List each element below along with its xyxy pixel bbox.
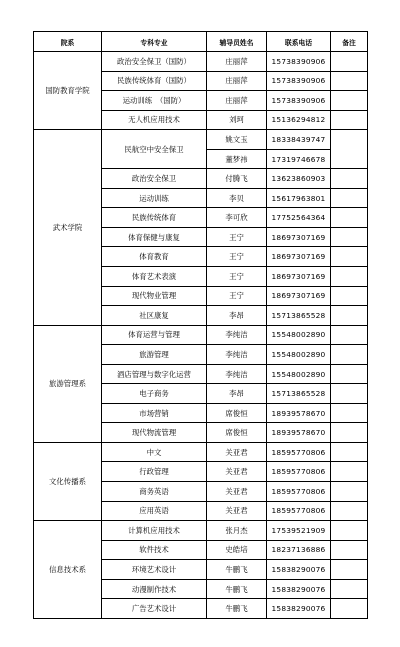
header-row	[34, 32, 368, 52]
major-cell: 行政管理	[102, 462, 207, 482]
phone-cell: 15713865528	[267, 384, 331, 404]
note-cell	[331, 560, 368, 580]
teacher-cell: 董梦祎	[207, 149, 267, 169]
teacher-cell: 关亚君	[207, 442, 267, 462]
major-cell: 政治安全保卫（国防）	[102, 52, 207, 72]
major-cell: 民族传统体育	[102, 208, 207, 228]
phone-cell: 18939578670	[267, 423, 331, 443]
phone-cell: 15838290076	[267, 560, 331, 580]
table-row	[34, 52, 368, 72]
phone-cell: 15548002890	[267, 345, 331, 365]
teacher-cell: 牛鹏飞	[207, 599, 267, 619]
phone-cell: 15738390906	[267, 71, 331, 91]
note-cell	[331, 462, 368, 482]
note-cell	[331, 579, 368, 599]
teacher-cell: 牛鹏飞	[207, 560, 267, 580]
note-cell	[331, 267, 368, 287]
teacher-cell: 刘珂	[207, 110, 267, 130]
phone-cell: 15738390906	[267, 52, 331, 72]
counselor-contact-table	[33, 31, 368, 619]
note-cell	[331, 345, 368, 365]
major-cell: 中文	[102, 442, 207, 462]
phone-cell: 18939578670	[267, 403, 331, 423]
note-cell	[331, 599, 368, 619]
phone-cell: 18237136886	[267, 540, 331, 560]
teacher-cell: 付腾飞	[207, 169, 267, 189]
major-cell: 市场营销	[102, 403, 207, 423]
major-cell: 现代物业管理	[102, 286, 207, 306]
phone-cell: 18595770806	[267, 501, 331, 521]
dept-cell: 武术学院	[34, 130, 102, 325]
teacher-cell: 关亚君	[207, 462, 267, 482]
teacher-cell: 李昂	[207, 306, 267, 326]
teacher-cell: 李昂	[207, 384, 267, 404]
phone-cell: 15738390906	[267, 91, 331, 111]
teacher-cell: 关亚君	[207, 501, 267, 521]
teacher-cell: 庄丽萍	[207, 52, 267, 72]
note-cell	[331, 403, 368, 423]
phone-cell: 17539521909	[267, 521, 331, 541]
note-cell	[331, 130, 368, 169]
teacher-cell: 李可欣	[207, 208, 267, 228]
teacher-cell: 席俊恒	[207, 403, 267, 423]
phone-cell: 18595770806	[267, 442, 331, 462]
dept-cell: 信息技术系	[34, 521, 102, 619]
major-cell: 软件技术	[102, 540, 207, 560]
note-cell	[331, 501, 368, 521]
header-teacher: 辅导员姓名	[207, 32, 267, 52]
major-cell: 商务英语	[102, 482, 207, 502]
teacher-cell: 牛鹏飞	[207, 579, 267, 599]
note-cell	[331, 91, 368, 111]
note-cell	[331, 325, 368, 345]
phone-cell: 15136294812	[267, 110, 331, 130]
header-dept: 院系	[34, 32, 102, 52]
major-cell: 动漫制作技术	[102, 579, 207, 599]
phone-cell: 15548002890	[267, 364, 331, 384]
phone-cell: 18595770806	[267, 482, 331, 502]
note-cell	[331, 442, 368, 462]
table-row	[34, 325, 368, 345]
phone-cell: 18697307169	[267, 227, 331, 247]
table-row	[34, 442, 368, 462]
phone-cell: 15617963801	[267, 188, 331, 208]
table-row	[34, 521, 368, 541]
phone-cell: 13623860903	[267, 169, 331, 189]
major-cell: 体育运营与管理	[102, 325, 207, 345]
major-cell: 运动训练	[102, 188, 207, 208]
major-cell: 体育保健与康复	[102, 227, 207, 247]
note-cell	[331, 423, 368, 443]
teacher-cell: 庄丽萍	[207, 91, 267, 111]
dept-cell: 旅游管理系	[34, 325, 102, 442]
teacher-cell: 庄丽萍	[207, 71, 267, 91]
note-cell	[331, 521, 368, 541]
table-row	[34, 130, 368, 150]
teacher-cell: 关亚君	[207, 482, 267, 502]
major-cell: 旅游管理	[102, 345, 207, 365]
teacher-cell: 姚文玉	[207, 130, 267, 150]
major-cell: 计算机应用技术	[102, 521, 207, 541]
major-cell: 民族传统体育（国防）	[102, 71, 207, 91]
phone-cell: 15548002890	[267, 325, 331, 345]
major-cell: 酒店管理与数字化运营	[102, 364, 207, 384]
phone-cell: 15838290076	[267, 579, 331, 599]
note-cell	[331, 208, 368, 228]
teacher-cell: 李纯洁	[207, 364, 267, 384]
teacher-cell: 王宁	[207, 227, 267, 247]
teacher-cell: 王宁	[207, 286, 267, 306]
header-phone: 联系电话	[267, 32, 331, 52]
phone-cell: 15713865528	[267, 306, 331, 326]
note-cell	[331, 71, 368, 91]
note-cell	[331, 482, 368, 502]
major-cell: 广告艺术设计	[102, 599, 207, 619]
major-cell: 社区康复	[102, 306, 207, 326]
major-cell: 体育艺术表演	[102, 267, 207, 287]
major-cell: 环境艺术设计	[102, 560, 207, 580]
note-cell	[331, 188, 368, 208]
major-cell: 民航空中安全保卫	[102, 130, 207, 169]
teacher-cell: 席俊恒	[207, 423, 267, 443]
table-body	[34, 52, 368, 619]
header-note: 备注	[331, 32, 368, 52]
major-cell: 电子商务	[102, 384, 207, 404]
teacher-cell: 张月杰	[207, 521, 267, 541]
note-cell	[331, 306, 368, 326]
phone-cell: 15838290076	[267, 599, 331, 619]
note-cell	[331, 169, 368, 189]
phone-cell: 18697307169	[267, 247, 331, 267]
header-major: 专科专业	[102, 32, 207, 52]
phone-cell: 17752564364	[267, 208, 331, 228]
major-cell: 应用英语	[102, 501, 207, 521]
phone-cell: 18338439747	[267, 130, 331, 150]
teacher-cell: 王宁	[207, 247, 267, 267]
major-cell: 无人机应用技术	[102, 110, 207, 130]
dept-cell: 文化传播系	[34, 442, 102, 520]
major-cell: 现代物流管理	[102, 423, 207, 443]
phone-cell: 18697307169	[267, 286, 331, 306]
note-cell	[331, 110, 368, 130]
note-cell	[331, 227, 368, 247]
dept-cell: 国防教育学院	[34, 52, 102, 130]
phone-cell: 18595770806	[267, 462, 331, 482]
teacher-cell: 王宁	[207, 267, 267, 287]
note-cell	[331, 384, 368, 404]
major-cell: 政治安全保卫	[102, 169, 207, 189]
major-cell: 运动训练 （国防）	[102, 91, 207, 111]
note-cell	[331, 247, 368, 267]
teacher-cell: 史皓培	[207, 540, 267, 560]
note-cell	[331, 540, 368, 560]
teacher-cell: 李纯洁	[207, 325, 267, 345]
major-cell: 体育教育	[102, 247, 207, 267]
note-cell	[331, 364, 368, 384]
phone-cell: 18697307169	[267, 267, 331, 287]
teacher-cell: 李纯洁	[207, 345, 267, 365]
note-cell	[331, 286, 368, 306]
teacher-cell: 李贝	[207, 188, 267, 208]
phone-cell: 17319746678	[267, 149, 331, 169]
note-cell	[331, 52, 368, 72]
